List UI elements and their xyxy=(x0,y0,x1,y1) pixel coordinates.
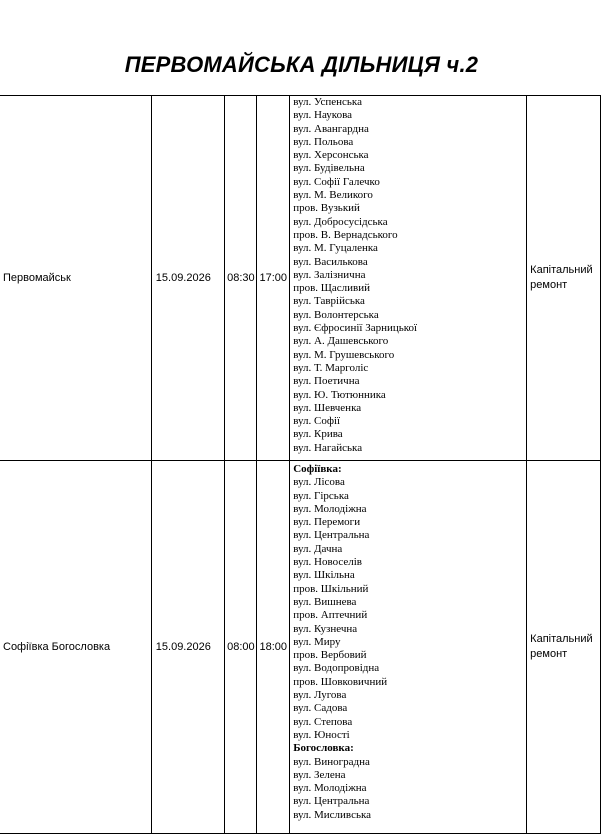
street-item: пров. Аптечний xyxy=(293,609,368,622)
end-time-cell: 18:00 xyxy=(257,461,290,834)
settlement-subheading: Богословка: xyxy=(293,742,354,755)
street-item: пров. Вербовий xyxy=(293,649,367,662)
street-item: вул. Степова xyxy=(293,715,353,728)
street-item: вул. Шкільна xyxy=(293,569,355,582)
page-title: ПЕРВОМАЙСЬКА ДІЛЬНИЦЯ ч.2 xyxy=(124,52,479,77)
street-item: вул. Волонтерська xyxy=(293,308,379,321)
street-item: вул. Софії xyxy=(293,415,341,428)
street-item: вул. Гірська xyxy=(293,489,349,502)
street-item: вул. М. Великого xyxy=(293,189,373,202)
street-item: вул. Софії Галечко xyxy=(293,175,380,188)
street-item: вул. Мисливська xyxy=(293,808,372,821)
start-time-cell: 08:30 xyxy=(225,96,257,461)
street-item: вул. Лугова xyxy=(293,689,347,702)
street-item: вул. Молодіжна xyxy=(293,782,367,795)
streets-cell xyxy=(290,461,527,834)
street-item: вул. Вишнева xyxy=(293,595,357,608)
work-type-cell: Капітальний ремонт xyxy=(527,461,601,834)
street-item: вул. Наукова xyxy=(293,109,352,122)
street-item: пров. Шкільний xyxy=(293,582,369,595)
street-item: вул. Залізнична xyxy=(293,268,366,281)
street-item: вул. Лісова xyxy=(293,476,345,489)
street-item: вул. Будівельна xyxy=(293,162,365,175)
street-item: вул. Дачна xyxy=(293,542,343,555)
street-item: вул. Кузнечна xyxy=(293,622,358,635)
table-row xyxy=(0,96,601,461)
street-item: вул. А. Дашевського xyxy=(293,335,389,348)
street-item: вул. Поетична xyxy=(293,375,360,388)
street-item: вул. Молодіжна xyxy=(293,502,367,515)
street-item: вул. Новоселів xyxy=(293,556,362,569)
settlement-subheading: Софіївка: xyxy=(293,463,342,475)
street-item: вул. Василькова xyxy=(293,255,368,268)
street-item: вул. Центральна xyxy=(293,795,370,808)
street-item: вул. Нагайська xyxy=(293,441,363,454)
street-item: вул. Центральна xyxy=(293,529,370,542)
start-time-cell: 08:00 xyxy=(225,461,257,834)
streets-cell xyxy=(290,96,527,461)
street-item: вул. Успенська xyxy=(293,96,362,108)
street-item: вул. Садова xyxy=(293,702,348,715)
street-item: пров. Вузький xyxy=(293,202,360,215)
street-item: вул. Юності xyxy=(293,728,350,741)
end-time-cell: 17:00 xyxy=(257,96,290,461)
date-cell: 15.09.2026 xyxy=(151,461,225,834)
street-item: вул. Водопровідна xyxy=(293,662,380,675)
street-item: вул. Єфросинії Зарницької xyxy=(293,322,418,335)
street-item: вул. Добросусідська xyxy=(293,215,388,228)
street-item: пров. В. Вернадського xyxy=(293,228,398,241)
street-item: вул. Шевченка xyxy=(293,401,362,414)
street-item: вул. Крива xyxy=(293,428,343,441)
street-item: пров. Щасливий xyxy=(293,282,370,295)
table-row xyxy=(0,461,601,834)
street-item: пров. Шовковичний xyxy=(293,675,388,688)
date-cell: 15.09.2026 xyxy=(151,96,225,461)
settlement-cell: Софіївка Богословка xyxy=(0,461,151,834)
street-item: вул. Херсонська xyxy=(293,149,369,162)
street-item: вул. Зелена xyxy=(293,768,346,781)
street-item: вул. Т. Марголіс xyxy=(293,361,369,374)
street-item: вул. Виноградна xyxy=(293,755,370,768)
work-type-cell: Капітальний ремонт xyxy=(527,96,601,461)
street-item: вул. Перемоги xyxy=(293,516,361,529)
street-item: вул. Таврійська xyxy=(293,295,365,308)
street-item: вул. Ю. Тютюнника xyxy=(293,388,386,401)
outage-table xyxy=(0,95,601,834)
settlement-cell: Первомайськ xyxy=(0,96,151,461)
street-item: вул. Польова xyxy=(293,135,354,148)
street-item: вул. М. Грушевського xyxy=(293,348,395,361)
street-item: вул. Авангардна xyxy=(293,122,369,135)
street-item: вул. М. Гуцаленка xyxy=(293,242,378,255)
street-item: вул. Миру xyxy=(293,635,341,648)
